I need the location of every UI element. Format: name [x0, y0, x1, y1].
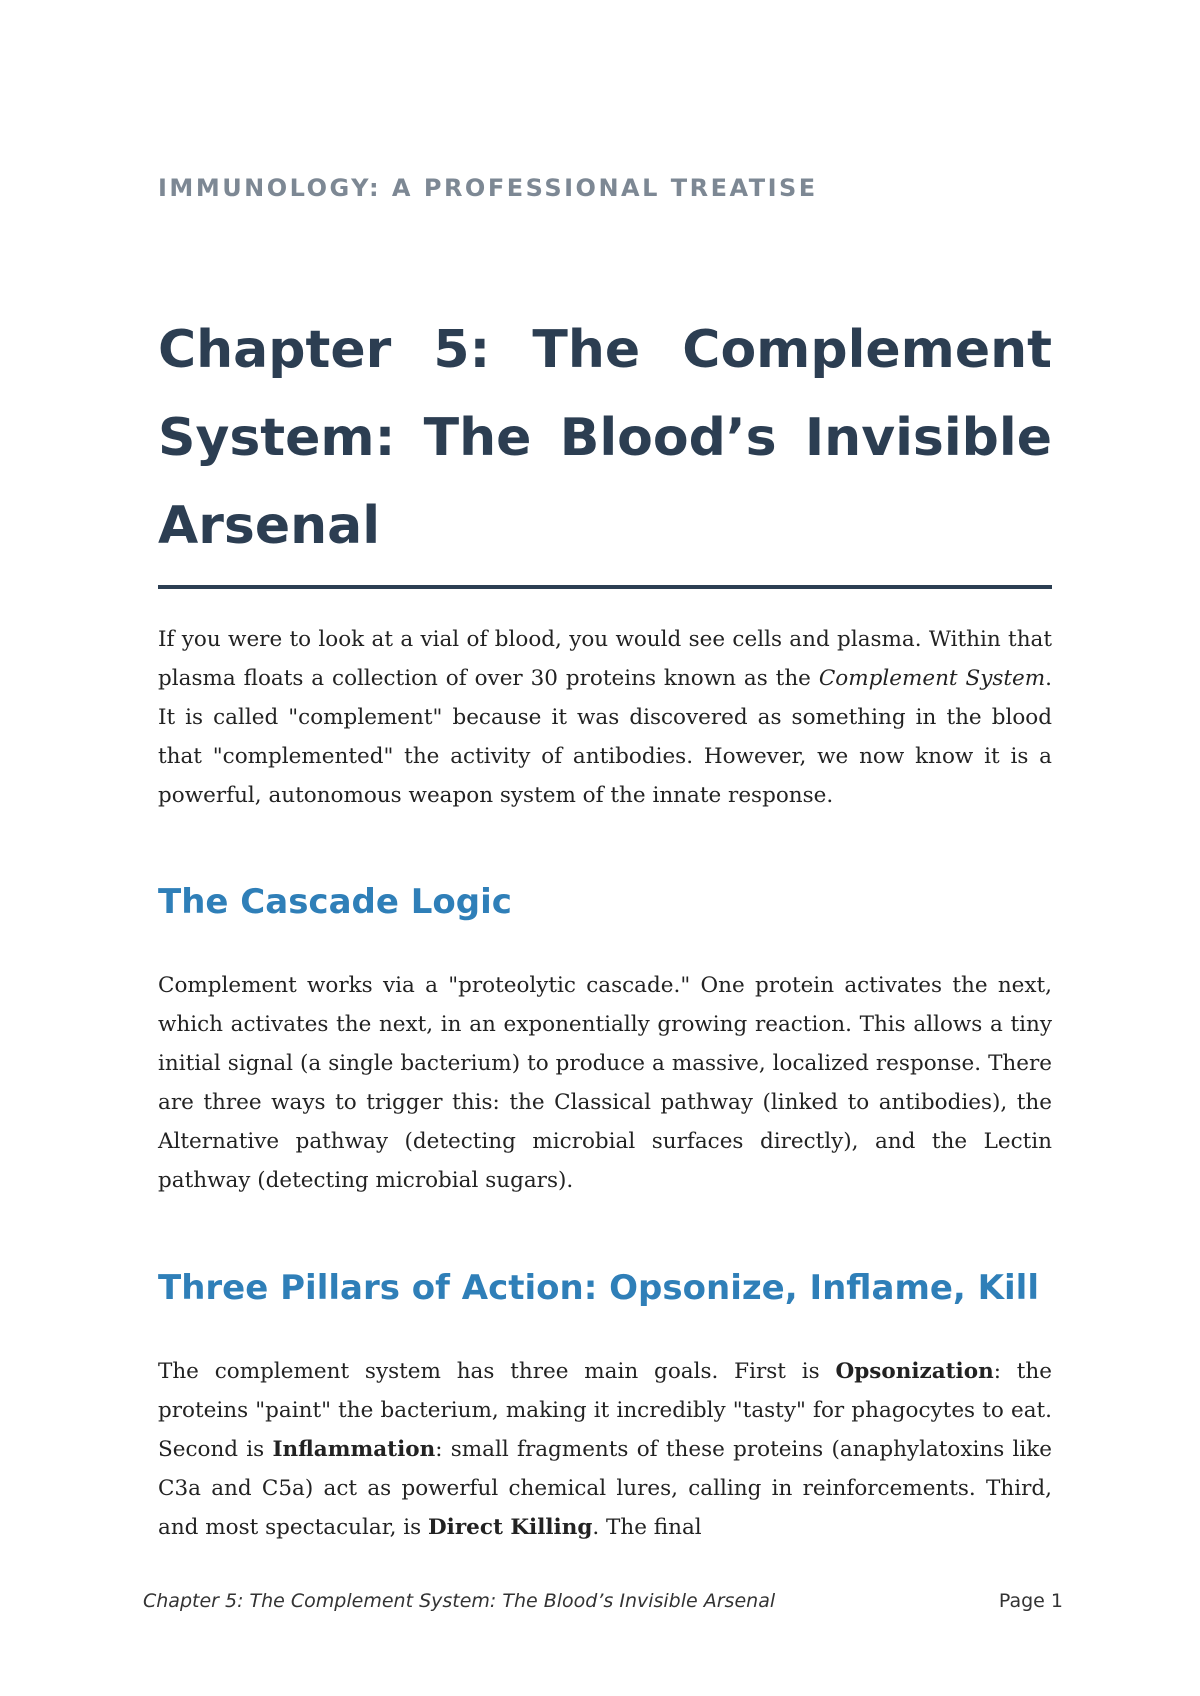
pillars-text-2: : the proteins "paint" the bacterium, making it incredibly "tasty" for phagocytes to eat. Second is: [158, 1359, 1052, 1462]
chapter-title: Chapter 5: The Complement System: The Blood’s Invisible Arsenal: [158, 320, 1052, 556]
term-opsonization: Opsonization: [835, 1359, 994, 1384]
term-direct-killing: Direct Killing: [428, 1515, 593, 1540]
intro-text-1: If you were to look at a vial of blood, you would see cells and plasma. Within that plasma floats a collection of over 30 proteins known as the: [158, 627, 1052, 691]
pillars-paragraph: [158, 1352, 1052, 1547]
footer-title: Chapter 5: The Complement System: The Blood’s Invisible Arsenal: [143, 1590, 776, 1612]
section-heading-pillars: Three Pillars of Action: Opsonize, Inflame, Kill: [158, 1268, 1039, 1308]
title-divider: [158, 585, 1052, 589]
pillars-text-4: . The final: [592, 1515, 702, 1540]
term-inflammation: Inflammation: [272, 1437, 436, 1462]
intro-text-2: . It is called "complement" because it was discovered as something in the blood that "complemented" the activity of antibodies. However, we now know it is a powerful, autonomous weapon system of the innate response.: [158, 666, 1052, 808]
pillars-text-3: : small fragments of these proteins (anaphylatoxins like C3a and C5a) act as powerful chemical lures, calling in reinforcements. Third, and most spectacular, is: [158, 1437, 1052, 1540]
section-heading-cascade: The Cascade Logic: [158, 882, 512, 922]
page-number: Page 1: [998, 1590, 1063, 1612]
intro-paragraph: [158, 620, 1052, 815]
pillars-text-1: The complement system has three main goals. First is: [158, 1359, 836, 1384]
page-footer: [143, 1590, 1063, 1620]
intro-emphasis: Complement System: [818, 666, 1046, 691]
running-head: IMMUNOLOGY: A PROFESSIONAL TREATISE: [158, 174, 818, 202]
cascade-paragraph: Complement works via a "proteolytic cascade." One protein activates the next, which activates the next, in an exponentially growing reaction. This allows a tiny initial signal (a single bacterium) to produce a massive, localized response. There are three ways to trigger this: the Classical pathway (linked to antibodies), the Alternative pathway (detecting microbial surfaces directly), and the Lectin pathway (detecting microbial sugars).: [158, 973, 1052, 1193]
